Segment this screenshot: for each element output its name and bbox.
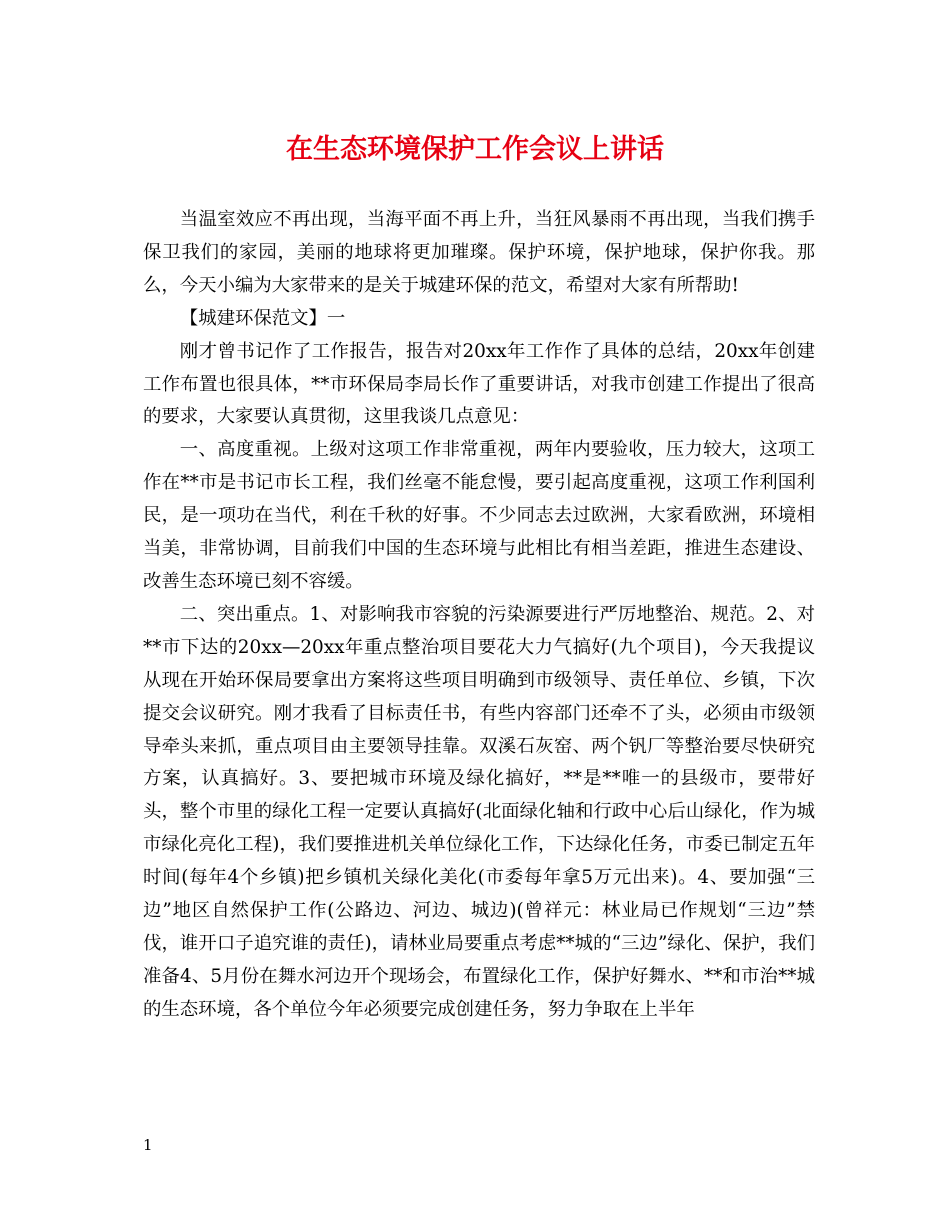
body-paragraph: 一、高度重视。上级对这项工作非常重视，两年内要验收，压力较大，这项工作在**市是书记市长工程，我们丝毫不能怠慢，要引起高度重视，这项工作利国利民，是一项功在当代，利在千秋的好事。不少同志去过欧洲，大家看欧洲，环境相当美，非常协调，目前我们中国的生态环境与此相比有相当差距，推进生态建设、改善生态环境已刻不容缓。 (143, 439, 815, 592)
section-heading: 【城建环保范文】一 (179, 307, 346, 329)
body-paragraph: 刚才曾书记作了工作报告，报告对20xx年工作作了具体的总结，20xx年创建工作布置也很具体，**市环保局李局长作了重要讲话，对我市创建工作提出了很高的要求，大家要认真贯彻，这里我谈几点意见： (143, 340, 815, 428)
page-number: 1 (143, 1136, 153, 1154)
document-body (143, 204, 815, 1027)
document-title: 在生态环境保护工作会议上讲话 (286, 134, 664, 165)
body-paragraph: 二、突出重点。1、对影响我市容貌的污染源要进行严厉地整治、规范。2、对**市下达的20xx—20xx年重点整治项目要花大力气搞好(九个项目)，今天我提议从现在开始环保局要拿出方案将这些项目明确到市级领导、责任单位、乡镇，下次提交会议研究。刚才我看了目标责任书，有些内容部门还牵不了头，必须由市级领导牵头来抓，重点项目由主要领导挂靠。双溪石灰窑、两个钒厂等整治要尽快研究方案，认真搞好。3、要把城市环境及绿化搞好，**是**唯一的县级市，要带好头，整个市里的绿化工程一定要认真搞好(北面绿化轴和行政中心后山绿化，作为城市绿化亮化工程)，我们要推进机关单位绿化工作，下达绿化任务，市委已制定五年时间(每年4个乡镇)把乡镇机关绿化美化(市委每年拿5万元出来)。4、要加强“三边”地区自然保护工作(公路边、河边、城边)(曾祥元：林业局已作规划“三边”禁伐，谁开口子追究谁的责任)，请林业局要重点考虑**城的“三边”绿化、保护，我们准备4、5月份在舞水河边开个现场会，布置绿化工作，保护好舞水、**和市治**城的生态环境，各个单位今年必须要完成创建任务，努力争取在上半年 (143, 603, 815, 1020)
intro-paragraph: 当温室效应不再出现，当海平面不再上升，当狂风暴雨不再出现，当我们携手保卫我们的家园，美丽的地球将更加璀璨。保护环境，保护地球，保护你我。那么，今天小编为大家带来的是关于城建环保的范文，希望对大家有所帮助! (143, 209, 815, 296)
